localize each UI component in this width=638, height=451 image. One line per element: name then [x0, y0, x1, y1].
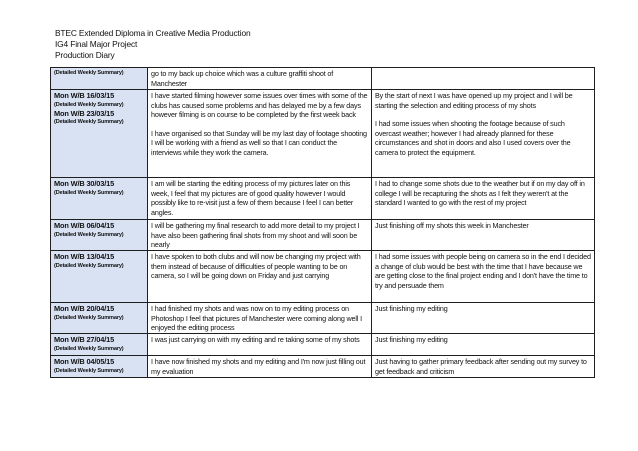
week-date: Mon W/B 27/04/15 [54, 335, 115, 344]
issues-text: I had to change some shots due to the weather but if on my day off in college I will be recapturing the shots as I felt they weren't at the standard I wanted to go with the rest of my project [375, 179, 585, 207]
date-cell [51, 90, 148, 178]
weekly-summary-label: (Detailed Weekly Summary) [54, 70, 124, 76]
progress-text: I have now finished my shots and my editing and I'm now just filling out my evaluation [151, 357, 366, 376]
progress-cell [148, 303, 372, 334]
weekly-summary-label: (Detailed Weekly Summary) [54, 119, 124, 125]
table-row [51, 90, 595, 178]
progress-cell [148, 90, 372, 178]
progress-cell [148, 220, 372, 251]
issues-cell [372, 220, 595, 251]
date-cell [51, 220, 148, 251]
issues-text: I had some issues when shooting the footage because of such overcast weather; however I had already planned for these circumstances and shot in doors and also I used covers over the camera to protect the equipment. [375, 119, 571, 157]
issues-text: Just having to gather primary feedback after sending out my survey to get feedback and criticism [375, 357, 587, 376]
weekly-summary-label: (Detailed Weekly Summary) [54, 189, 124, 196]
project-title: IG4 Final Major Project [55, 39, 138, 49]
table-row [51, 356, 595, 378]
table-row [51, 178, 595, 220]
week-date: Mon W/B 23/03/15 [54, 108, 115, 118]
issues-cell [372, 178, 595, 220]
table-row [51, 303, 595, 334]
table-row [51, 68, 595, 90]
weekly-summary-label: (Detailed Weekly Summary) [54, 231, 124, 238]
progress-text: I had finished my shots and was now on to my editing process on Photoshop I feel that pictures of Manchester were coming along well I enjoyed the editing process [151, 304, 362, 332]
week-date: Mon W/B 06/04/15 [54, 221, 115, 230]
weekly-summary-label: (Detailed Weekly Summary) [54, 345, 124, 352]
weekly-summary-label: (Detailed Weekly Summary) [54, 367, 124, 374]
weekly-summary-label: (Detailed Weekly Summary) [54, 101, 124, 108]
table-row [51, 251, 595, 303]
progress-text: I have spoken to both clubs and will now be changing my project with them instead of because of difficulties of people wanting to be on camera, so I will be going down on Friday and just carrying [151, 252, 361, 280]
issues-text: Just finishing my editing [375, 304, 448, 313]
issues-text: I had some issues with people being on camera so in the end I decided a change of club would be best with the time that I have because we are getting close to the final project ending and I don't have the time to try and persuade them [375, 252, 591, 290]
week-date: Mon W/B 30/03/15 [54, 179, 115, 188]
date-cell [51, 68, 148, 90]
production-diary-table [50, 67, 595, 378]
progress-text: I will be gathering my final research to add more detail to my project I have also been gathering final shots from my shoot and will soon be nearly [151, 221, 360, 249]
progress-text: I have organised so that Sunday will be my last day of footage shooting I will be working with a friend as well so that I can conduct the interviews while they work the camera. [151, 128, 367, 157]
week-date: Mon W/B 04/05/15 [54, 357, 115, 366]
progress-text: I have started filming however some issues over times with some of the clubs has caused some problems and has delayed me by a few days however filming is on course to be completed by the first week back [151, 91, 368, 119]
progress-cell [148, 68, 372, 90]
issues-cell [372, 90, 595, 178]
weekly-summary-label: (Detailed Weekly Summary) [54, 314, 124, 321]
progress-cell [148, 251, 372, 303]
issues-cell [372, 303, 595, 334]
date-cell [51, 356, 148, 378]
week-date: Mon W/B 13/04/15 [54, 252, 115, 261]
date-cell [51, 303, 148, 334]
course-title: BTEC Extended Diploma in Creative Media Production [55, 28, 251, 38]
progress-text: I am will be starting the editing process of my pictures later on this week, I feel that my pictures are of good quality however I would possibly like to re-visit just a few of them because I feel I can better angles. [151, 179, 354, 217]
weekly-summary-label: (Detailed Weekly Summary) [54, 262, 124, 269]
issues-cell [372, 251, 595, 303]
progress-cell [148, 334, 372, 356]
issues-cell [372, 356, 595, 378]
progress-text: go to my back up choice which was a culture graffiti shoot of Manchester [151, 69, 334, 88]
issues-text: Just finishing my editing [375, 335, 448, 344]
table-row [51, 334, 595, 356]
week-date: Mon W/B 16/03/15 [54, 91, 115, 100]
issues-text: By the start of next I was have opened up my project and I will be starting the selection and editing process of my shots [375, 91, 573, 110]
date-cell [51, 251, 148, 303]
table-row [51, 220, 595, 251]
progress-cell [148, 178, 372, 220]
progress-cell [148, 356, 372, 378]
week-date: Mon W/B 20/04/15 [54, 304, 115, 313]
document-title: Production Diary [55, 50, 115, 60]
issues-cell [372, 334, 595, 356]
issues-text: Just finishing off my shots this week in Manchester [375, 221, 529, 230]
date-cell [51, 334, 148, 356]
issues-cell [372, 68, 595, 90]
document-header [55, 28, 250, 61]
progress-text: I was just carrying on with my editing and re taking some of my shots [151, 335, 360, 344]
date-cell [51, 178, 148, 220]
